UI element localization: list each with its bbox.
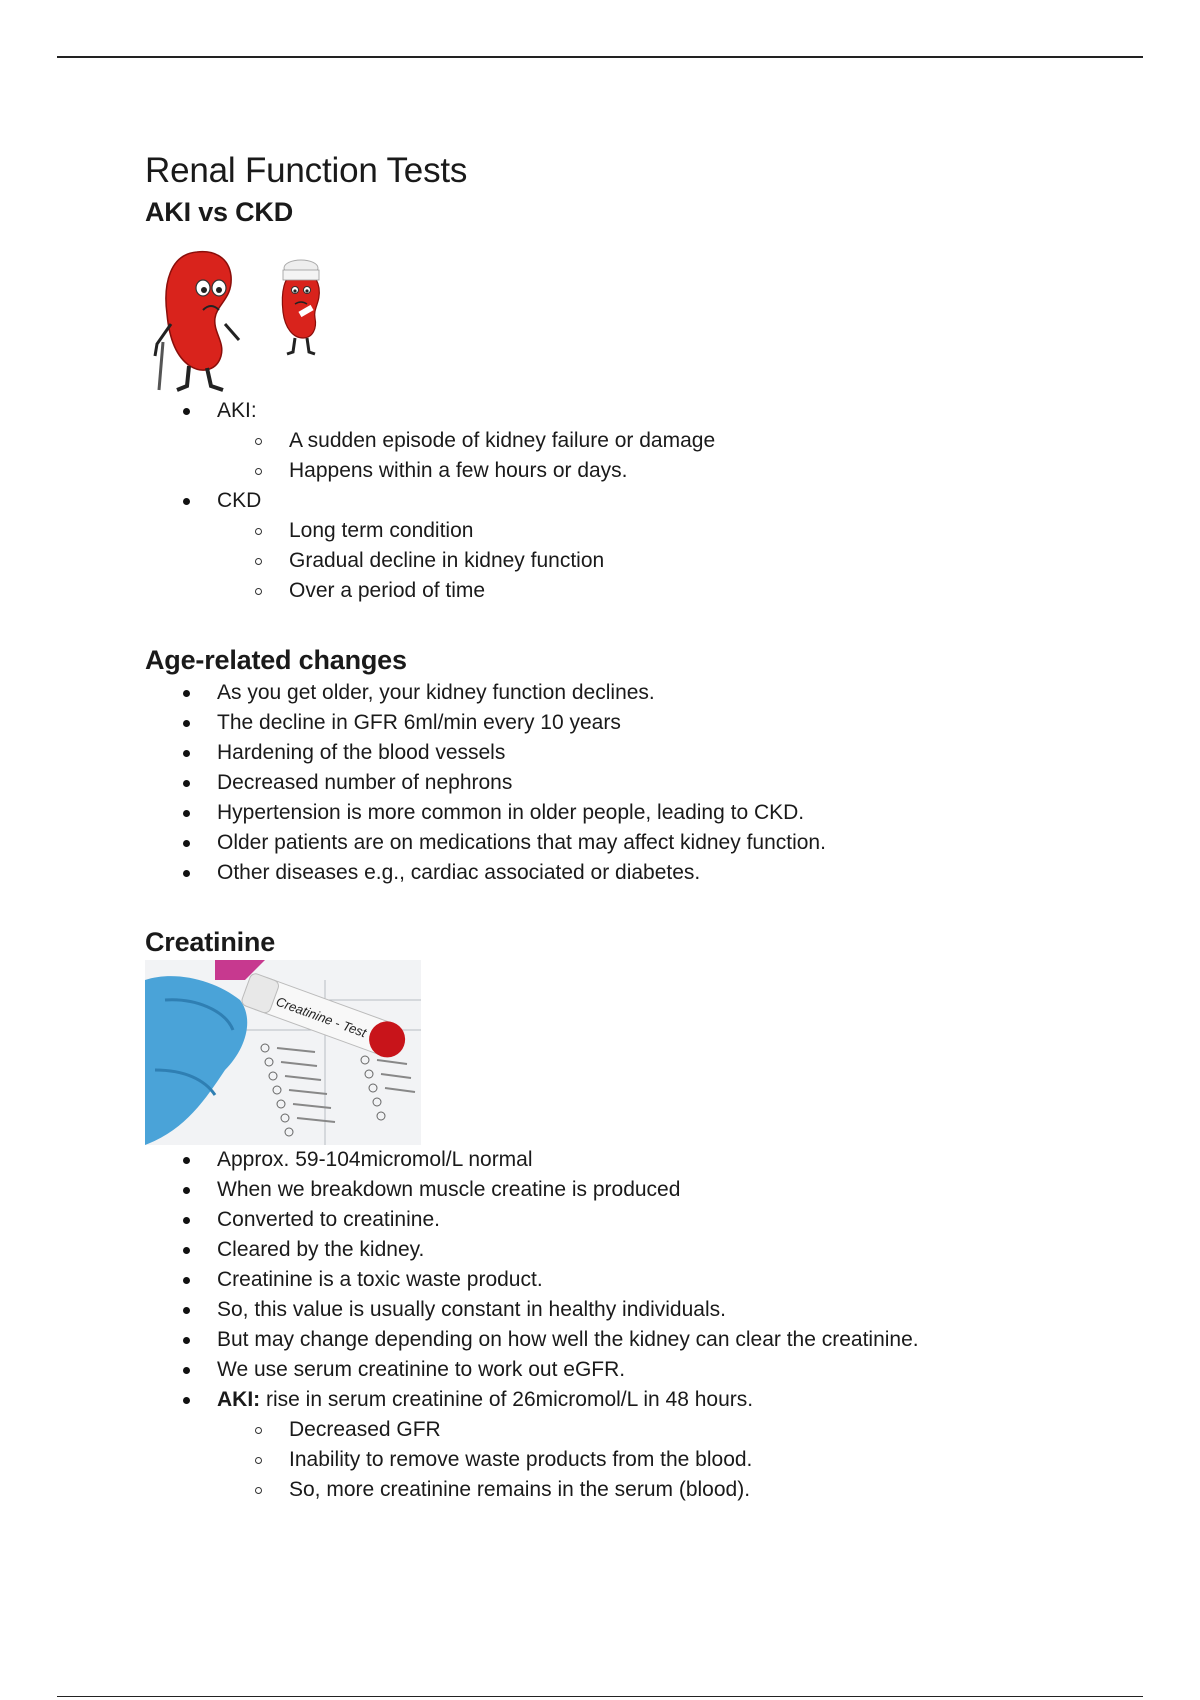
ckd-sublist [145,516,1145,606]
list-item: Hardening of the blood vessels [145,738,1145,768]
list-item: Approx. 59-104micromol/L normal [145,1145,1145,1175]
aki-bold-label: AKI: [217,1388,261,1411]
list-item: So, this value is usually constant in healthy individuals. [145,1295,1145,1325]
heading-age-related-changes: Age-related changes [145,645,407,675]
large-kidney-icon [155,252,239,390]
list-item: Over a period of time [145,576,1145,606]
header-rule [57,56,1143,58]
sick-kidney-illustration [145,244,365,396]
list-item: Creatinine is a toxic waste product. [145,1265,1145,1295]
list-item: Older patients are on medications that may affect kidney function. [145,828,1145,858]
creatinine-test-photo [145,960,421,1145]
list-item: Decreased GFR [145,1415,1145,1445]
heading-creatinine: Creatinine [145,927,276,957]
list-item: Happens within a few hours or days. [145,456,1145,486]
list-item: Other diseases e.g., cardiac associated or diabetes. [145,858,1145,888]
list-item-aki: AKI: A sudden episode of kidney failure or damage Happens within a few hours or days. [145,396,1145,486]
list-item: Decreased number of nephrons [145,768,1145,798]
list-item: Gradual decline in kidney function [145,546,1145,576]
list-item: Inability to remove waste products from the blood. [145,1445,1145,1475]
page-title: Renal Function Tests [145,151,468,190]
list-item: A sudden episode of kidney failure or damage [145,426,1145,456]
age-changes-list [145,678,1145,888]
creatinine-list [145,1145,1145,1505]
list-item-ckd: CKD Long term condition Gradual decline in kidney function Over a period of time [145,486,1145,606]
list-item: Cleared by the kidney. [145,1235,1145,1265]
aki-creatinine-sublist [145,1415,1145,1505]
aki-sublist [145,426,1145,486]
list-item: As you get older, your kidney function declines. [145,678,1145,708]
heading-aki-vs-ckd: AKI vs CKD [145,197,294,227]
footer-rule [57,1696,1143,1697]
list-item: So, more creatinine remains in the serum (blood). [145,1475,1145,1505]
list-item: Hypertension is more common in older people, leading to CKD. [145,798,1145,828]
list-item: Converted to creatinine. [145,1205,1145,1235]
small-kidney-icon [282,260,319,354]
list-item: The decline in GFR 6ml/min every 10 years [145,708,1145,738]
list-item: But may change depending on how well the kidney can clear the creatinine. [145,1325,1145,1355]
list-item: When we breakdown muscle creatine is produced [145,1175,1145,1205]
kidney-cartoons [145,244,1145,396]
document-body [145,148,1145,1505]
list-item: Long term condition [145,516,1145,546]
list-item-aki-creatinine: AKI: rise in serum creatinine of 26micromol/L in 48 hours. Decreased GFR Inability to remove waste products from the blood. So, more creatinine remains in the serum (blood). [145,1385,1145,1505]
aki-ckd-list [145,396,1145,606]
tube-label: Creatinine - Test [274,993,369,1041]
list-item: We use serum creatinine to work out eGFR. [145,1355,1145,1385]
